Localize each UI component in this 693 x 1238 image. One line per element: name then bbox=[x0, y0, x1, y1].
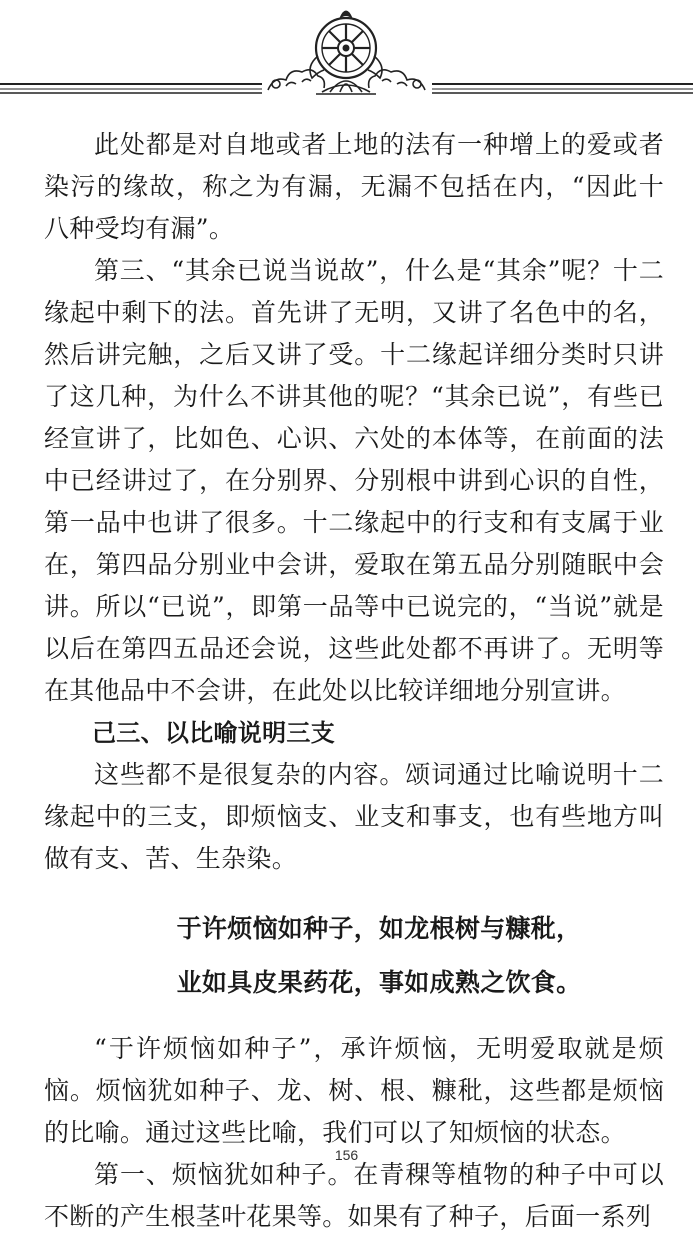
main-text bbox=[44, 124, 664, 1238]
paragraph-4: “于许烦恼如种子”，承许烦恼，无明爱取就是烦恼。烦恼犹如种子、龙、树、根、糠秕，这些都是烦恼的比喻。通过这些比喻，我们可以了知烦恼的状态。 bbox=[44, 1034, 664, 1147]
verse-block bbox=[44, 902, 664, 1010]
verse-line-1: 于许烦恼如种子，如龙根树与糠秕， bbox=[176, 914, 582, 943]
page-header-ornament bbox=[0, 0, 693, 110]
verse-line-2: 业如具皮果药花，事如成熟之饮食。 bbox=[176, 968, 582, 997]
paragraph-5: 第一、烦恼犹如种子。在青稞等植物的种子中可以不断的产生根茎叶花果等。如果有了种子，后面一系列 bbox=[44, 1160, 664, 1231]
paragraph-2: 第三、“其余已说当说故”，什么是“其余”呢？十二缘起中剩下的法。首先讲了无明，又讲了名色中的名，然后讲完触，之后又讲了受。十二缘起详细分类时只讲了这几种，为什么不讲其他的呢？“其余已说”，有些已经宣讲了，比如色、心识、六处的本体等，在前面的法中已经讲过了，在分别界、分别根中讲到心识的自性，第一品中也讲了很多。十二缘起中的行支和有支属于业在，第四品分别业中会讲，爱取在第五品分别随眠中会讲。所以“已说”，即第一品等中已说完的，“当说”就是以后在第四五品还会说，这些此处都不再讲了。无明等在其他品中不会讲，在此处以比较详细地分别宣讲。 bbox=[44, 256, 664, 705]
paragraph-1: 此处都是对自地或者上地的法有一种增上的爱或者染污的缘故，称之为有漏，无漏不包括在内，“因此十八种受均有漏”。 bbox=[44, 130, 664, 243]
page-number: 156 bbox=[334, 1147, 359, 1163]
paragraph-3: 这些都不是很复杂的内容。颂词通过比喻说明十二缘起中的三支，即烦恼支、业支和事支，也有些地方叫做有支、苦、生杂染。 bbox=[44, 760, 664, 873]
section-heading: 己三、以比喻说明三支 bbox=[92, 719, 335, 747]
dharma-wheel-icon bbox=[0, 0, 693, 110]
